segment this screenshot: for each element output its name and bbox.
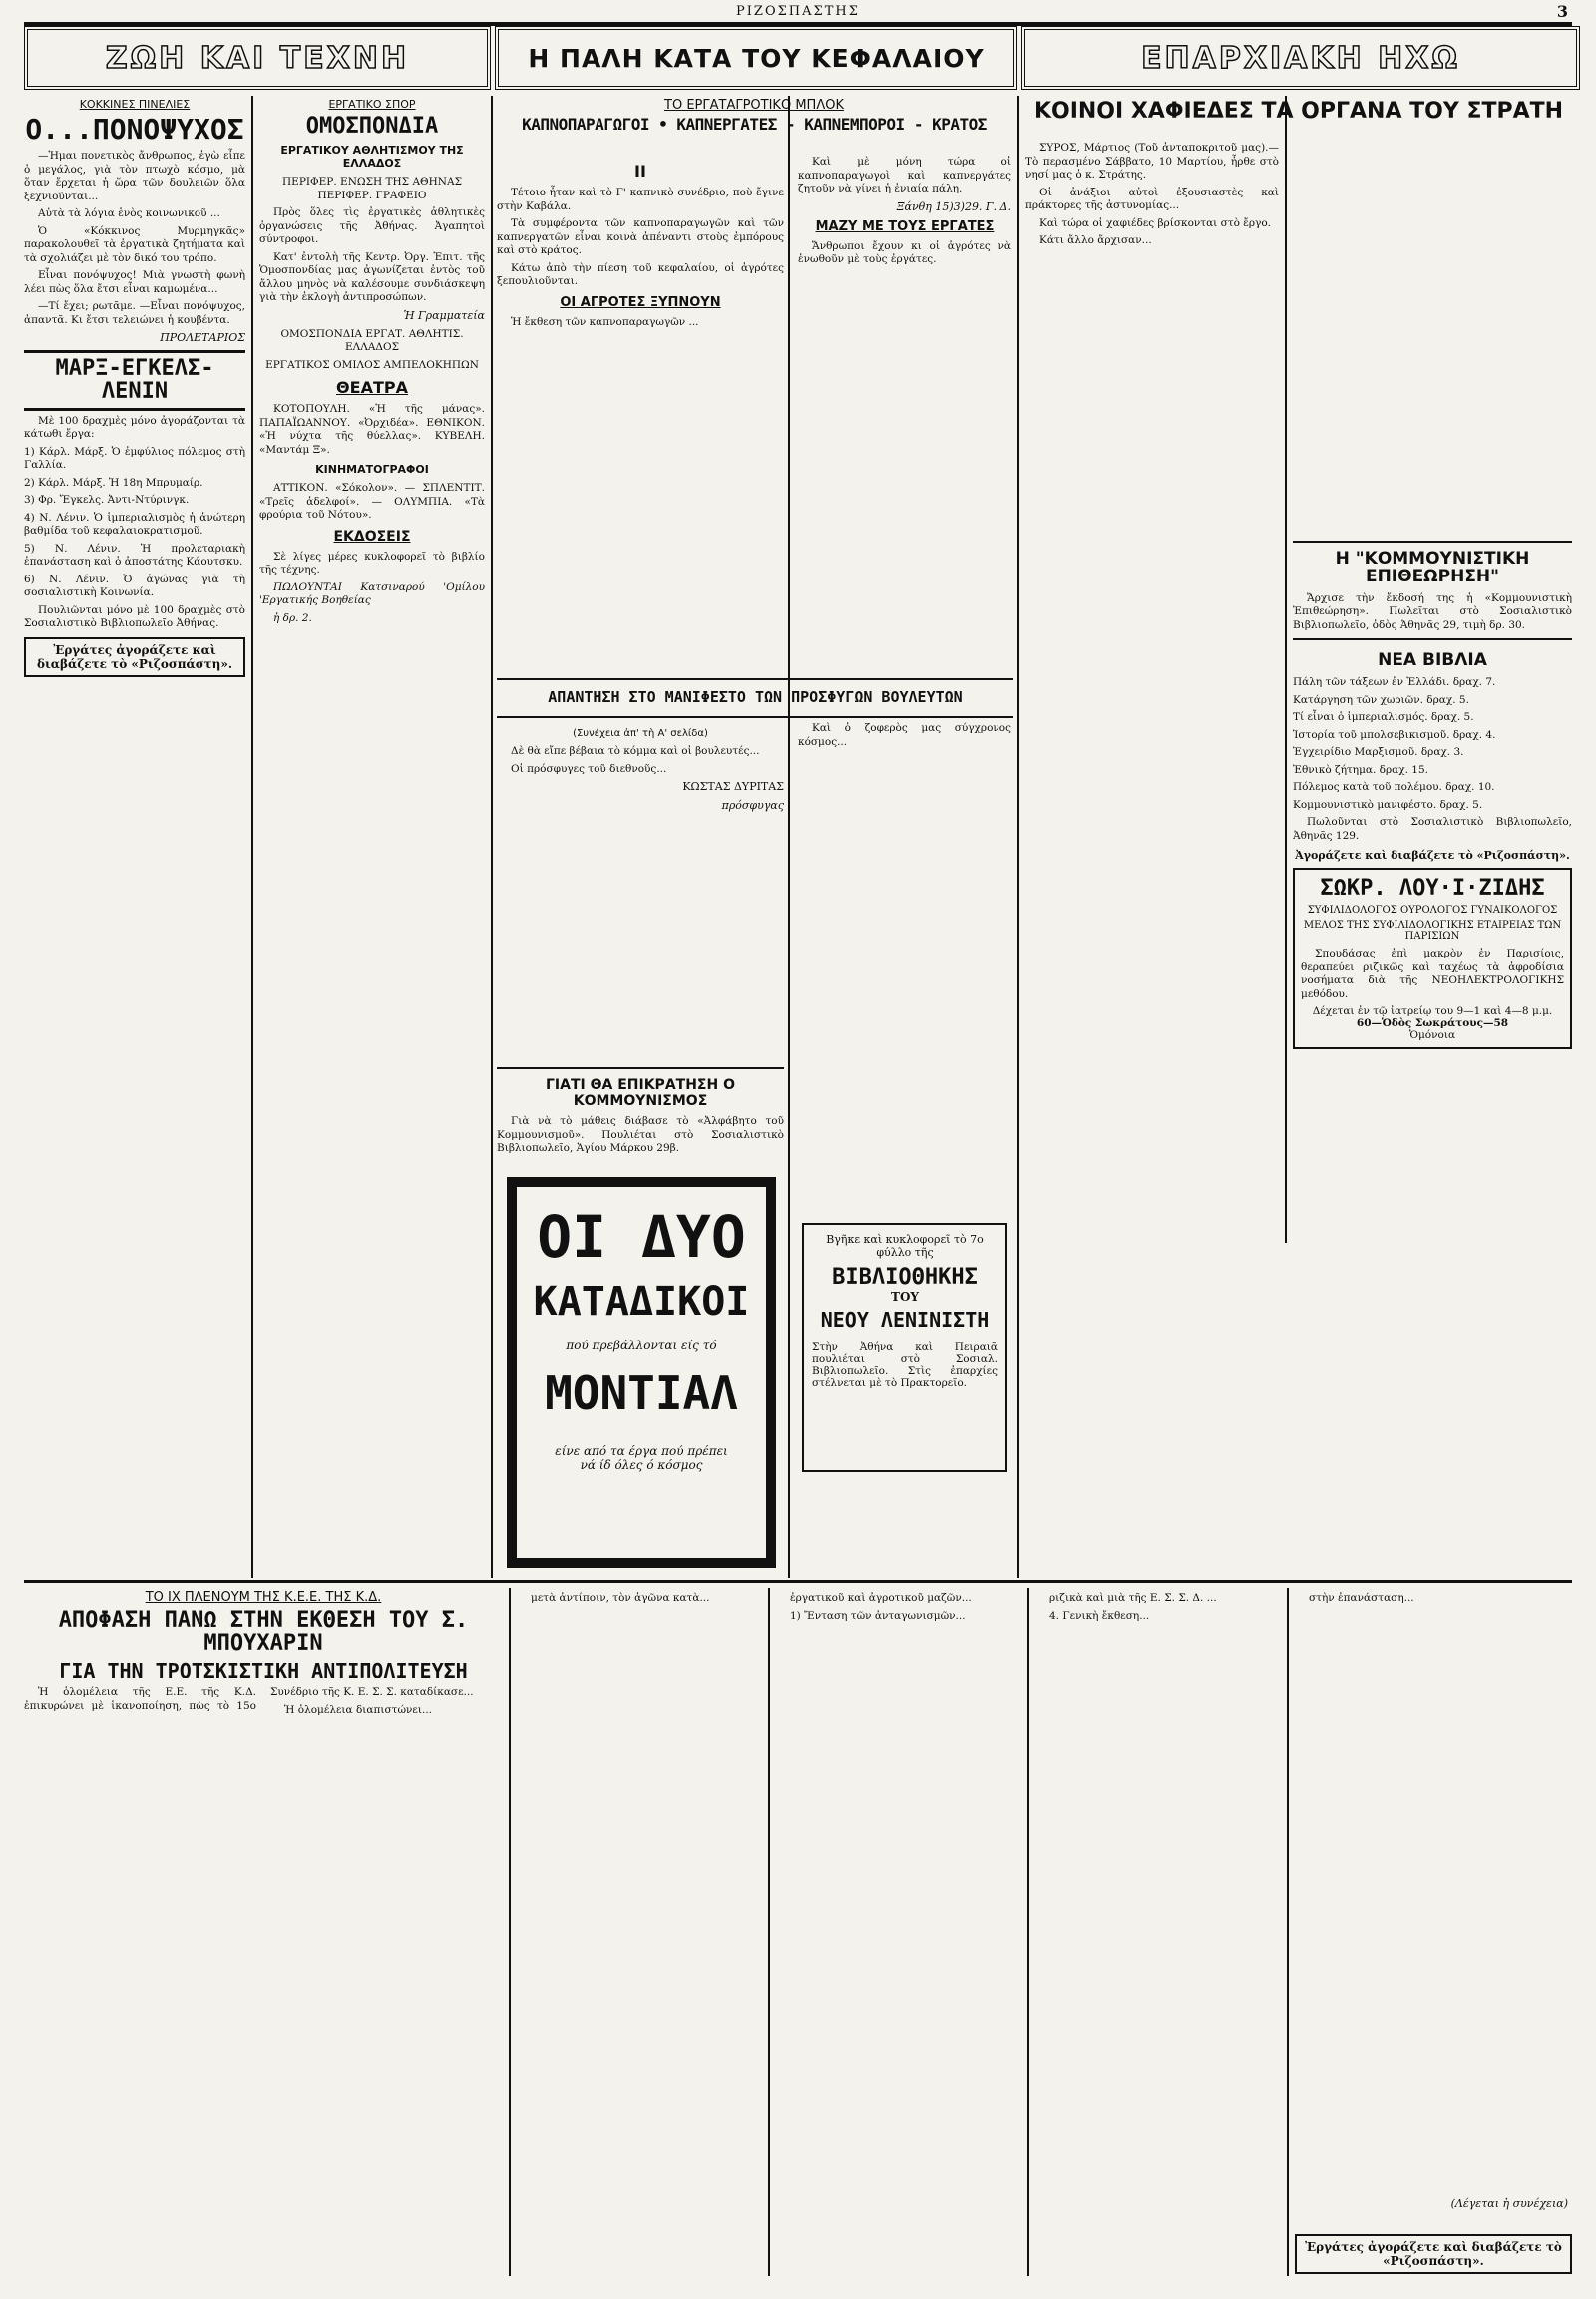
list-item: 3) Φρ. Ἔγκελς. Ἀντι-Ντύρινγκ. bbox=[24, 494, 190, 507]
doctor-member: ΜΕΛΟΣ ΤΗΣ ΣΥΦΙΛΙΔΟΛΟΓΙΚΗΣ ΕΤΑΙΡΕΙΑΣ ΤΩΝ ΠΑΡΙΣΙΩΝ bbox=[1303, 920, 1562, 943]
section-header-eparxiaki-ixo: ΕΠΑΡΧΙΑΚΗ ΗΧΩ bbox=[1021, 26, 1580, 90]
ekdoseis-text: Σὲ λίγες μέρες κυκλοφορεῖ τὸ βιβλίο τῆς τέχνης. bbox=[259, 550, 485, 576]
bottom-col-2 bbox=[517, 1592, 762, 2280]
column-4b bbox=[1293, 142, 1572, 1578]
headline-kommounistiki-epitheorisi: Η "ΚΟΜΜΟΥΝΙΣΤΙΚΗ ΕΠΙΘΕΩΡΗΣΗ" bbox=[1335, 549, 1530, 586]
manifesto-heading bbox=[497, 682, 1013, 718]
article-paragraph: ΠΕΡΙΦΕΡ. ΕΝΩΣΗ ΤΗΣ ΑΘΗΝΑΣ ΠΕΡΙΦΕΡ. ΓΡΑΦΕΙΟ bbox=[282, 176, 462, 201]
column-rule bbox=[491, 96, 493, 1578]
kicker-plenoum: ΤΟ ΙΧ ΠΛΕΝΟΥΜ ΤΗΣ Κ.Ε.Ε. ΤΗΣ Κ.Δ. bbox=[145, 1590, 382, 1605]
list-item: Ἱστορία τοῦ μπολσεβικισμοῦ. δραχ. 4. bbox=[1293, 728, 1496, 741]
article-paragraph: Κάτω ἀπὸ τὴν πίεση τοῦ κεφαλαίου, οἱ ἀγρότες ξεπουλιοῦνται. bbox=[497, 261, 784, 287]
footer-box: Ἐργάτες ἀγοράζετε καὶ διαβάζετε τὸ «Ριζοσπάστη». bbox=[1295, 2234, 1572, 2274]
ad-foot-1: είνε από τα έργα πού πρέπει bbox=[555, 1444, 728, 1458]
footer-box: Ἐργάτες ἀγοράζετε καὶ διαβάζετε τὸ «Ριζοσπάστη». bbox=[24, 637, 245, 677]
doctor-hours: Δέχεται ἐν τῷ ἰατρείῳ του 9—1 καὶ 4—8 μ.μ. bbox=[1312, 1005, 1553, 1018]
article-paragraph: ΕΡΓΑΤΙΚΟΣ ΟΜΙΛΟΣ ΑΜΠΕΛΟΚΗΠΩΝ bbox=[265, 358, 479, 371]
ad-line-small: πού πρεβάλλονται είς τό bbox=[566, 1339, 717, 1352]
ekdoseis-title: ΕΚΔΟΣΕΙΣ bbox=[333, 528, 411, 545]
article-paragraph: Ἄρχισε τὴν ἔκδοσή της ἡ «Κομμουνιστικὴ Ἐπιθεώρηση». Πωλεῖται στὸ Σοσιαλιστικὸ Βιβλιοπωλεῖο, ὁδὸς Ἀθηνᾶς 29, τιμὴ δρ. 30. bbox=[1293, 591, 1572, 631]
article-paragraph: ΟΜΟΣΠΟΝΔΙΑ ΕΡΓΑΤ. ΑΘΛΗΤΙΣ. ΕΛΛΑΔΟΣ bbox=[280, 327, 464, 354]
cinema-listing: ΑΤΤΙΚΟΝ. «Σόκολον». — ΣΠΛΕΝΤΙΤ. «Τρεῖς ἀδελφοί». — ΟΛΥΜΠΙΑ. «Τὰ φρούρια τοῦ Νότου». bbox=[259, 482, 485, 522]
article-paragraph: Οἱ πρόσφυγες τοῦ διεθνοῦς... bbox=[511, 762, 667, 775]
list-item: 1) Κάρλ. Μάρξ. Ὁ ἐμφύλιος πόλεμος στὴ Γαλλία. bbox=[24, 445, 245, 472]
bottom-col-3 bbox=[776, 1592, 1021, 2280]
doctor-name: ΣΩΚΡ. ΛΟΥ·Ι·ΖΙΔΗΣ bbox=[1320, 876, 1545, 902]
list-item: Πάλη τῶν τάξεων ἐν Ἑλλάδι. δραχ. 7. bbox=[1293, 676, 1496, 689]
manifesto-body bbox=[497, 722, 784, 1061]
montial-ad bbox=[507, 1177, 776, 1568]
headline-apantisi-manifesto: ΑΠΑΝΤΗΣΗ ΣΤΟ ΜΑΝΙΦΕΣΤΟ ΤΩΝ ΠΡΟΣΦΥΓΩΝ ΒΟΥΛΕΥΤΩΝ bbox=[548, 688, 963, 706]
list-item: 4) Ν. Λένιν. Ὁ ἱμπεριαλισμὸς ἡ ἀνώτερη βαθμίδα τοῦ κεφαλαιοκρατισμοῦ. bbox=[24, 511, 245, 538]
books-intro: Μὲ 100 δραχμὲς μόνο ἀγοράζονται τὰ κάτωθι ἔργα: bbox=[24, 414, 245, 441]
list-item: Πόλεμος κατὰ τοῦ πολέμου. δραχ. 10. bbox=[1293, 781, 1495, 794]
article-paragraph: Γιὰ νὰ τὸ μάθεις διάβασε τὸ «Ἀλφάβητο τοῦ Κομμουνισμοῦ». Πουλιέται στὸ Σοσιαλιστικὸ Βιβλιοπωλεῖο, Ἁγίου Μάρκου 29β. bbox=[497, 1115, 784, 1154]
signature: Ἡ Γραμματεία bbox=[403, 308, 485, 322]
horizontal-rule bbox=[497, 678, 1013, 680]
kicker-ergatiko-spor: ΕΡΓΑΤΙΚΟ ΣΠΟΡ bbox=[328, 98, 416, 111]
books-outro: Πουλιῶνται μόνο μὲ 100 δραχμὲς στὸ Σοσιαλιστικὸ Βιβλιοπωλεῖο Ἀθήνας. bbox=[24, 603, 245, 630]
ad-name: ΝΕΟΥ ΛΕΝΙΝΙΣΤΗ bbox=[820, 1308, 990, 1332]
list-item: Τί εἶναι ὁ ἰμπεριαλισμός. δραχ. 5. bbox=[1293, 711, 1474, 724]
column-rule bbox=[1027, 1588, 1029, 2276]
article-paragraph: στὴν ἐπανάσταση... bbox=[1309, 1592, 1414, 1604]
headline-kapnoparagogoi: ΚΑΠΝΟΠΑΡΑΓΩΓΟΙ • ΚΑΠΝΕΡΓΑΤΕΣ - ΚΑΠΝΕΜΠΟΡΟΙ - ΚΡΑΤΟΣ bbox=[522, 115, 987, 134]
article-paragraph: Καὶ τώρα οἱ χαφιέδες βρίσκονται στὸ ἔργο. bbox=[1039, 216, 1272, 229]
headline-giati-kommounismos: ΓΙΑΤΙ ΘΑ ΕΠΙΚΡΑΤΗΣΗ Ο ΚΟΜΜΟΥΝΙΣΜΟΣ bbox=[546, 1077, 735, 1109]
bottom-heading-block bbox=[24, 1588, 503, 1678]
column-rule bbox=[1287, 1588, 1289, 2276]
article-paragraph: Καὶ ὁ ζοφερὸς μας σύγχρονος κόσμος... bbox=[798, 722, 1011, 748]
theater-title: ΘΕΑΤΡΑ bbox=[336, 378, 408, 398]
nea-vivlia-title: ΝΕΑ ΒΙΒΛΙΑ bbox=[1378, 650, 1487, 671]
pouliountai-text: ΠΩΛΟΥΝΤΑΙ Κατσιναρού 'Ομίλου 'Εργατικής Βοηθείας bbox=[259, 580, 485, 607]
list-item: Κομμουνιστικὸ μανιφέστο. δραχ. 5. bbox=[1293, 798, 1483, 811]
article-paragraph: Τέτοιο ἦταν καὶ τὸ Γ' καπνικὸ συνέδριο, ποὺ ἔγινε στὴν Καβάλα. bbox=[497, 187, 784, 212]
doctor-specialty: ΣΥΦΙΛΙΔΟΛΟΓΟΣ ΟΥΡΟΛΟΓΟΣ ΓΥΝΑΙΚΟΛΟΓΟΣ bbox=[1307, 905, 1558, 917]
subhead-agrotes-ksypnoun: ΟΙ ΑΓΡΟΤΕΣ ΞΥΠΝΟΥΝ bbox=[560, 294, 721, 310]
article-paragraph: 1) Ἔνταση τῶν ἀνταγωνισμῶν... bbox=[790, 1609, 966, 1622]
manifesto-continued bbox=[798, 722, 1011, 1061]
section-header-zoi-kai-texni: ΖΩΗ ΚΑΙ ΤΕΧΝΗ bbox=[24, 26, 491, 90]
signature: Ξάνθη 15)3)29. Γ. Δ. bbox=[896, 199, 1011, 213]
doctor-text: Σπουδάσας ἐπὶ μακρὸν ἐν Παρισίοις, θεραπεύει ριζικῶς καὶ ταχέως τὰ ἀφροδίσια νοσήματα διὰ τῆς ΝΕΟΗΛΕΚΤΡΟΛΟΓΙΚΗΣ μεθόδου. bbox=[1301, 948, 1564, 1000]
headline-koinoi-xafiedes: ΚΟΙΝΟΙ ΧΑΦΙΕΔΕΣ ΤΑ ΟΡΓΑΝΑ ΤΟΥ ΣΤΡΑΤΗ bbox=[1033, 99, 1564, 124]
column-rule bbox=[1017, 96, 1019, 1578]
subhead-omospondia: ΕΡΓΑΤΙΚΟΥ ΑΘΛΗΤΙΣΜΟΥ ΤΗΣ ΕΛΛΑΔΟΣ bbox=[280, 144, 464, 171]
column-rule bbox=[768, 1588, 770, 2276]
ad-foot-2: νά ίδ όλες ό κόσμος bbox=[580, 1458, 703, 1472]
article-paragraph: Ἄνθρωποι ἔχουν κι οἱ ἀγρότες νὰ ἑνωθοῦν μὲ τοὺς ἐργάτες. bbox=[798, 239, 1011, 265]
bottom-col-5 bbox=[1295, 1592, 1572, 2280]
column-2 bbox=[259, 96, 485, 1572]
article-paragraph: Ἡ ὁλομέλεια διαπιστώνει... bbox=[284, 1703, 432, 1716]
article-paragraph: Εἶναι πονόψυχος! Μιὰ γνωστὴ φωνὴ λέει πὼς ὅλα ἔτσι εἶναι καμωμένα... bbox=[24, 269, 245, 295]
ad-sub: ΤΟΥ bbox=[891, 1290, 919, 1304]
headline-trotskistiki: ΓΙΑ ΤΗΝ ΤΡΟΤΣΚΙΣΤΙΚΗ ΑΝΤΙΠΟΛΙΤΕΥΣΗ bbox=[59, 1659, 468, 1678]
article-paragraph: Τὰ συμφέροντα τῶν καπνοπαραγωγῶν καὶ τῶν καπνεργατῶν εἶναι κοινὰ ἀπέναντι στοὺς ἐμπόρους καὶ στὸ κράτος. bbox=[497, 217, 784, 256]
list-item: 5) Ν. Λένιν. Ἡ προλεταριακὴ ἐπανάσταση καὶ ὁ ἀποστάτης Κάουτσκυ. bbox=[24, 542, 245, 569]
column-3b bbox=[798, 156, 1011, 674]
article-paragraph: Πρὸς ὅλες τὶς ἐργατικὲς ἀθλητικὲς ὀργανώσεις τῆς Ἀθήνας. Ἀγαπητοὶ σύντροφοι. bbox=[259, 206, 485, 246]
article-paragraph: ἐργατικοῦ καὶ ἀγροτικοῦ μαζῶν... bbox=[790, 1592, 972, 1604]
ad-line-katadikoi: ΚΑΤΑΔΙΚΟΙ bbox=[533, 1279, 750, 1325]
article-paragraph: 4. Γενικὴ ἔκθεση... bbox=[1049, 1609, 1150, 1622]
column-rule bbox=[251, 96, 253, 1578]
column-rule bbox=[788, 96, 790, 1578]
article-paragraph: Οἱ ἀνάξιοι αὐτοὶ ἐξουσιαστὲς καὶ πράκτορες τῆς ἀστυνομίας... bbox=[1025, 186, 1279, 211]
kommounismos-box bbox=[497, 1067, 784, 1169]
list-item: Ἐγχειρίδιο Μαρξισμοῦ. δραχ. 3. bbox=[1293, 746, 1464, 759]
doctor-street: 60—Ὁδὸς Σωκράτους—58 bbox=[1356, 1017, 1509, 1030]
article-paragraph: —Τί ἔχει; ρωτᾶμε. —Εἶναι πονόψυχος, ἀπαντᾶ. Κι ἔτσι τελειώνει ἡ κουβέντα. bbox=[24, 300, 245, 326]
headline-marx-engels-lenin: ΜΑΡΞ-ΕΓΚΕΛΣ-ΛΕΝΙΝ bbox=[55, 356, 214, 405]
column-rule bbox=[509, 1588, 511, 2276]
ad-pre: Βγῆκε καὶ κυκλοφορεῖ τὸ 7ο φύλλο τῆς bbox=[826, 1233, 984, 1259]
article-paragraph: μετὰ ἀντίποιν, τὸν ἀγῶνα κατὰ... bbox=[531, 1592, 710, 1604]
ad-foot: Στὴν Ἀθήνα καὶ Πειραιᾶ πουλιέται στὸ Σοσιαλ. Βιβλιοπωλεῖο. Στὶς ἐπαρχίες στέλνεται μὲ τὸ Πρακτορεῖο. bbox=[812, 1341, 998, 1389]
headline-omospondia: ΟΜΟΣΠΟΝΔΙΑ bbox=[305, 114, 439, 139]
subhead-mazi-me-ergates: ΜΑΖΥ ΜΕ ΤΟΥΣ ΕΡΓΑΤΕΣ bbox=[815, 218, 995, 234]
signature: ΚΩΣΤΑΣ ΔΥΡΙΤΑΣ bbox=[682, 780, 784, 793]
ad-line-oi-dyo: ΟΙ ΔΥΟ bbox=[537, 1203, 746, 1271]
masthead-title: ΡΙΖΟΣΠΑΣΤΗΣ bbox=[736, 4, 860, 19]
continuation-note: (Λέγεται ἡ συνέχεια) bbox=[1450, 2197, 1568, 2210]
article-paragraph: Ἡ ἔκθεση τῶν καπνοπαραγωγῶν ... bbox=[511, 315, 699, 328]
doctor-ad bbox=[1293, 868, 1572, 1049]
article-paragraph: Αὐτὰ τὰ λόγια ἑνὸς κοινωνικοῦ ... bbox=[38, 207, 220, 220]
column-4a bbox=[1025, 142, 1279, 1239]
article-paragraph: —Ἡμαι πονετικὸς ἄνθρωπος, ἐγὼ εἶπε ὁ μεγάλος, γιὰ τὸν πτωχὸ κόσμο, μὰ ὅταν ἔρχεται ἡ ὥρα τῶν δουλειῶν ὅλα ξεχνιοῦνται... bbox=[24, 150, 245, 202]
article-paragraph: Κατ' ἐντολὴ τῆς Κεντρ. Ὀργ. Ἐπιτ. τῆς Ὁμοσπονδίας μας ἀγωνίζεται ἐντὸς τοῦ ἄλλου μηνὸς νὰ καλέσουμε συνδιάσκεψη γιὰ τὴν ἐκλογὴ ἀντιπροσώπων. bbox=[259, 250, 485, 304]
signature-role: πρόσφυγας bbox=[721, 799, 784, 812]
article-paragraph: Πωλοῦνται στὸ Σοσιαλιστικὸ Βιβλιοπωλεῖο, Ἀθηνᾶς 129. bbox=[1293, 816, 1572, 842]
masthead bbox=[24, 2, 1572, 26]
theater-listing: ΚΟΤΟΠΟΥΛΗ. «Ἡ τῆς μάνας». ΠΑΠΑΪΩΑΝΝΟΥ. «Ὀρχιδέα». ΕΘΝΙΚΟΝ. «Ἡ νύχτα τῆς θύελλας». ΚΥΒΕΛΗ. «Μαντάμ Ξ». bbox=[259, 403, 485, 456]
kicker-ergatagrotiko-blok: ΤΟ ΕΡΓΑΤΑΓΡΟΤΙΚΟ ΜΠΛΟΚ bbox=[664, 98, 844, 113]
section-header-pali-kefalaiou: Η ΠΑΛΗ ΚΑΤΑ ΤΟΥ ΚΕΦΑΛΑΙΟΥ bbox=[495, 26, 1017, 90]
bottom-col-1 bbox=[24, 1686, 503, 2279]
kicker-kokkines-pinelies: ΚΟΚΚΙΝΕΣ ΠΙΝΕΛΙΕΣ bbox=[79, 98, 191, 111]
bottom-col-4 bbox=[1035, 1592, 1281, 2280]
list-item: Κατάργηση τῶν χωριῶν. δραχ. 5. bbox=[1293, 693, 1469, 706]
article-paragraph: Καὶ μὲ μόνη τώρα οἱ καπνοπαραγωγοὶ καὶ καπνεργάτες ζητοῦν νὰ γίνει ἡ ἐνιαία πάλη. bbox=[798, 156, 1011, 194]
article-paragraph: ΣΥΡΟΣ, Μάρτιος (Τοῦ ἀνταποκριτοῦ μας).— Τὸ περασμένο Σάββατο, 10 Μαρτίου, ἦρθε στὸ νησί μας ὁ κ. Στράτης. bbox=[1025, 142, 1279, 181]
ad-line-montial: ΜΟΝΤΙΑΛ bbox=[545, 1366, 738, 1420]
signature: ΠΡΟΛΕΤΑΡΙΟΣ bbox=[160, 331, 245, 345]
article-paragraph: Κάτι ἄλλο ἄρχισαν... bbox=[1039, 234, 1152, 246]
article-paragraph: Δὲ θὰ εἴπε βέβαια τὸ κόμμα καὶ οἱ βουλευτές... bbox=[511, 745, 760, 757]
list-item: Ἐθνικὸ ζήτημα. δραχ. 15. bbox=[1293, 763, 1428, 776]
horizontal-rule bbox=[24, 1580, 1572, 1583]
column-3a bbox=[497, 156, 784, 674]
list-item: 6) Ν. Λένιν. Ὁ ἀγώνας γιὰ τὴ σοσιαλιστικὴ Κοινωνία. bbox=[24, 573, 245, 599]
headline-ponopsyxos: Ο...ΠΟΝΟΨΥΧΟΣ bbox=[25, 113, 244, 146]
cinema-title: ΚΙΝΗΜΑΤΟΓΡΑΦΟΙ bbox=[315, 463, 429, 477]
ad-title: ΒΙΒΛΙΟΘΗΚΗΣ bbox=[832, 1265, 978, 1290]
headline-apofasi-bouxarin: ΑΠΟΦΑΣΗ ΠΑΝΩ ΣΤΗΝ ΕΚΘΕΣΗ ΤΟΥ Σ. ΜΠΟΥΧΑΡΙΝ bbox=[58, 1608, 469, 1657]
list-item: 2) Κάρλ. Μάρξ. Ἡ 18η Μπρυμαίρ. bbox=[24, 476, 203, 489]
article-paragraph: ριζικὰ καὶ μιὰ τῆς Ε. Σ. Σ. Δ. ... bbox=[1049, 1592, 1217, 1604]
read-rizospastis: Ἀγοράζετε καὶ διαβάζετε τὸ «Ριζοσπάστη». bbox=[1295, 849, 1570, 863]
page-number: 3 bbox=[1556, 2, 1568, 21]
center-heading-block bbox=[497, 96, 1011, 152]
numeral: ΙΙ bbox=[634, 162, 646, 181]
column-1 bbox=[24, 96, 245, 1572]
article-paragraph: Ὁ «Κόκκινος Μυρμηγκᾶς» παρακολουθεῖ τὰ ἐργατικὰ ζητήματα καὶ τὰ σχολιάζει μὲ τὸν δικό του τρόπο. bbox=[24, 224, 245, 264]
books-list bbox=[24, 446, 245, 600]
column-rule bbox=[1285, 96, 1287, 1243]
nea-vivlia-list bbox=[1293, 676, 1572, 812]
neos-leninistis-ad bbox=[802, 1223, 1007, 1472]
manifesto-continuation: (Συνέχεια ἀπ' τὴ Α' σελίδα) bbox=[573, 728, 708, 739]
pouliountai-sub: ἡ δρ. 2. bbox=[273, 611, 312, 624]
article-paragraph: Ἡ ὁλομέλεια τῆς Ε.Ε. τῆς Κ.Δ. ἐπικυρώνει μὲ ἱκανοποίηση, πὼς τὸ 15ο Συνέδριο τῆς Κ. Ε. Σ. Σ. καταδίκασε... bbox=[24, 1686, 474, 1712]
doctor-area: Ὁμόνοια bbox=[1408, 1029, 1456, 1042]
